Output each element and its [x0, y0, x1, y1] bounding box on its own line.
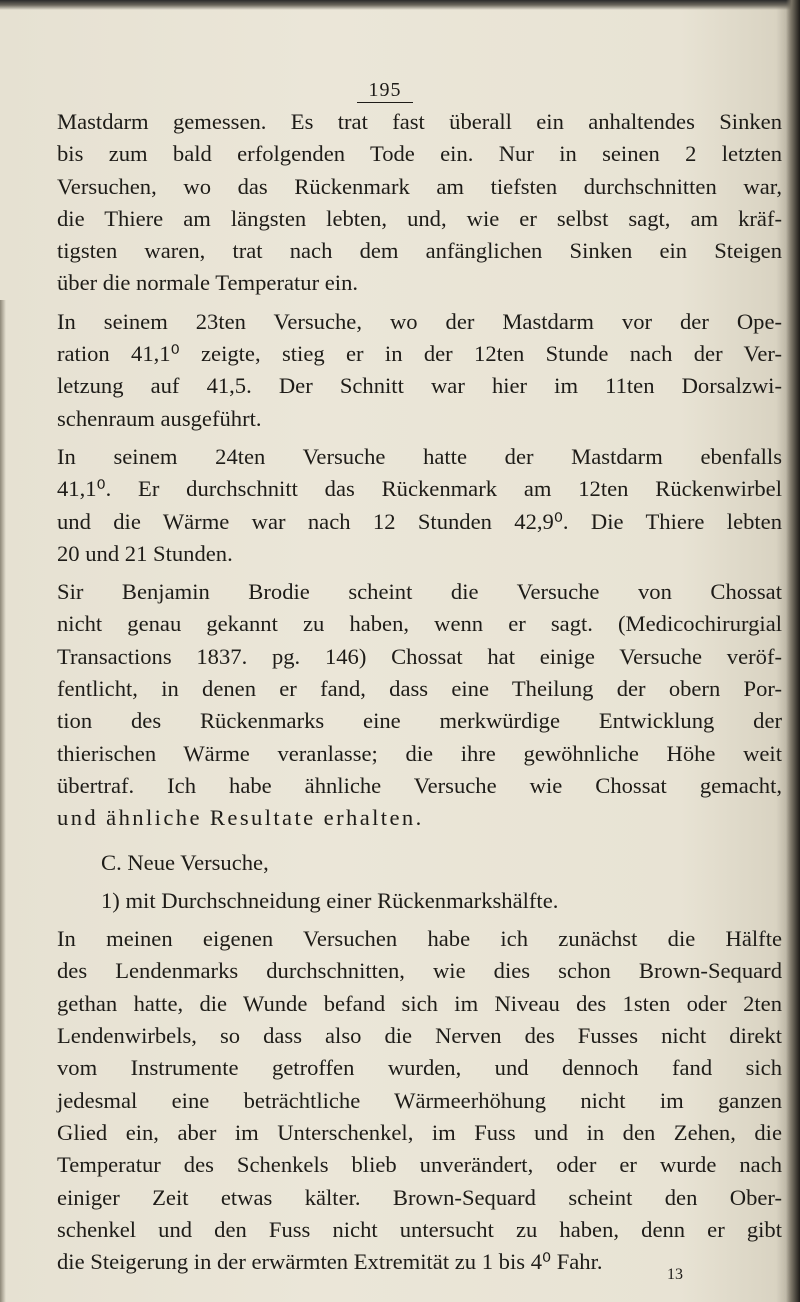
text-line: und die Wärme war nach 12 Stunden 42,9⁰. Die Thiere lebten: [57, 508, 782, 534]
text-line: die Steigerung in der erwärmten Extremität zu 1 bis 4⁰ Fahr.: [57, 1249, 603, 1275]
text-line: bis zum bald erfolgenden Tode ein. Nur in seinen 2 letzten: [57, 141, 782, 167]
text-line: Glied ein, aber im Unterschenkel, im Fuss und in den Zehen, die: [57, 1119, 782, 1145]
text-line: Mastdarm gemessen. Es trat fast überall ein anhaltendes Sinken: [57, 109, 782, 134]
text-line: In seinem 23ten Versuche, wo der Mastdarm vor der Ope-: [57, 308, 782, 334]
text-line: Versuchen, wo das Rückenmark am tiefsten durchschnitten war,: [57, 173, 782, 199]
text-line: ration 41,1⁰ zeigte, stieg er in der 12ten Stunde nach der Ver-: [57, 341, 782, 367]
text-line: des Lendenmarks durchschnitten, wie dies schon Brown-Sequard: [57, 958, 782, 984]
text-line: tigsten waren, trat nach dem anfänglichen Sinken ein Steigen: [57, 238, 782, 264]
text-line: über die normale Temperatur ein.: [57, 270, 359, 296]
text-line: tion des Rückenmarks eine merkwürdige Entwicklung der: [57, 708, 782, 734]
text-line: jedesmal eine beträchtliche Wärmeerhöhung nicht im ganzen: [57, 1087, 782, 1113]
section-subheading: 1) mit Durchschneidung einer Rückenmarkshälfte.: [101, 887, 559, 913]
section-heading-block: [57, 847, 782, 879]
text-line-spaced: und ähnliche Resultate erhalten.: [57, 805, 424, 831]
text-line: Lendenwirbels, so dass also die Nerven des Fusses nicht direkt: [57, 1023, 782, 1049]
paragraph-3: [57, 441, 782, 570]
text-line: letzung auf 41,5. Der Schnitt war hier im 11ten Dorsalzwi-: [57, 373, 782, 399]
section-gap: [57, 835, 782, 847]
text-line: 41,1⁰. Er durchschnitt das Rückenmark am 12ten Rückenwirbel: [57, 476, 782, 502]
text-line: fentlicht, in denen er fand, dass eine Theilung der obern Por-: [57, 676, 782, 702]
paragraph-2: [57, 306, 782, 435]
text-line: In seinem 24ten Versuche hatte der Mastdarm ebenfalls: [57, 443, 782, 469]
text-line: Transactions 1837. pg. 146) Chossat hat einige Versuche veröf-: [57, 643, 782, 669]
text-line: die Thiere am längsten lebten, und, wie er selbst sagt, am kräf-: [57, 205, 782, 231]
signature-mark: 13: [667, 1266, 683, 1283]
text-line: thierischen Wärme veranlasse; die ihre gewöhnliche Höhe weit: [57, 740, 782, 766]
paragraph-final: [57, 923, 782, 1278]
section-subheading-block: [57, 885, 782, 917]
text-line: nicht genau gekannt zu haben, wenn er sagt. (Medicochirurgial: [57, 611, 782, 637]
scan-left-edge: [0, 300, 6, 1302]
text-line: gethan hatte, die Wunde befand sich im Niveau des 1sten oder 2ten: [57, 990, 782, 1016]
text-line: vom Instrumente getroffen wurden, und dennoch fand sich: [57, 1055, 782, 1081]
text-line: schenkel und den Fuss nicht untersucht zu haben, denn er gibt: [57, 1216, 782, 1242]
section-heading: C. Neue Versuche,: [101, 849, 269, 875]
page-body: [57, 106, 782, 1278]
page-number: 195: [357, 78, 413, 103]
paragraph-1: [57, 106, 782, 300]
scan-right-edge: [786, 0, 800, 1302]
text-line: schenraum ausgeführt.: [57, 405, 262, 431]
text-line: übertraf. Ich habe ähnliche Versuche wie Chossat gemacht,: [57, 772, 782, 798]
text-line: Temperatur des Schenkels blieb unverändert, oder er wurde nach: [57, 1152, 782, 1178]
paragraph-4: [57, 576, 782, 834]
text-line: Sir Benjamin Brodie scheint die Versuche von Chossat: [57, 579, 782, 605]
text-line: In meinen eigenen Versuchen habe ich zunächst die Hälfte: [57, 926, 782, 952]
scan-top-shadow: [0, 0, 800, 10]
text-line: einiger Zeit etwas kälter. Brown-Sequard scheint den Ober-: [57, 1184, 782, 1210]
text-line: 20 und 21 Stunden.: [57, 540, 233, 566]
